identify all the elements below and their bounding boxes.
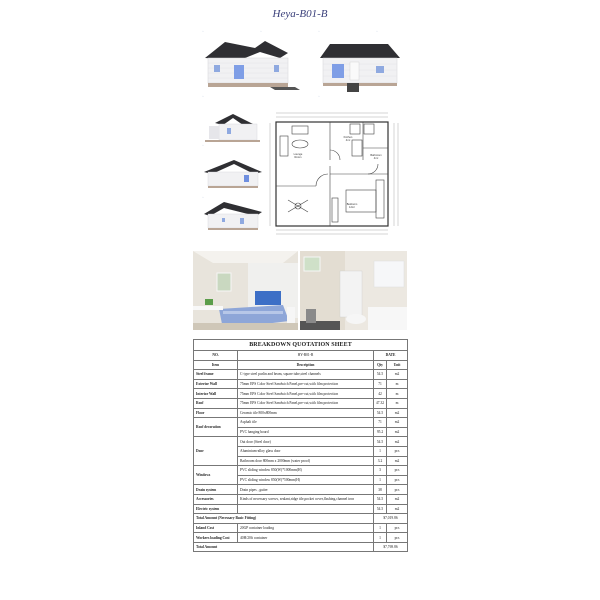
table-row: Accessories Kinds of necessary screws, sealant,ridge tile,pocket cover,flashing,channel iron 54.5 m2 (194, 494, 408, 504)
table-row: Workers loading Cost 40H/20ft container 1 pcs (194, 533, 408, 543)
watermark: ◦ (260, 30, 262, 35)
room-label-lounge: Lounge (293, 153, 303, 156)
table-row: Interior Wall 75mm EPS Color Steel Sandwich Panel,pre-cut,with film protection 42 m (194, 389, 408, 399)
house-rear-view-image (205, 113, 265, 145)
svg-text:4m²: 4m² (373, 157, 379, 160)
header-qty: Qty (374, 360, 387, 370)
house-front-view-image (318, 38, 403, 93)
svg-text:4m²: 4m² (345, 139, 351, 142)
room-label-bathroom: Bathroom (370, 154, 382, 157)
room-label-kitchen: Kitchen (343, 136, 353, 139)
house-corner-view-image (202, 200, 267, 232)
watermark: ◦ (202, 30, 204, 35)
watermark: ◦ (202, 95, 204, 100)
table-row: Bathroom door 800mm x 2000mm (water proof) 3.2 m2 (194, 456, 408, 466)
table-row: Windows PVC sliding window 850(W)*1000mm(H) 3 pcs (194, 466, 408, 476)
house-front-left-view-image (200, 38, 300, 93)
table-row: Roof 75mm EPS Color Steel Sandwich Panel,pre-cut,with film protection 47.32 m (194, 398, 408, 408)
table-row: Steel frame C-type steel purlin and beam, square tube,steel channels 54.5 m2 (194, 370, 408, 380)
floor-plan-image (268, 108, 400, 238)
bedroom-photo (193, 251, 298, 330)
table-row: Roof decoration Asphalt tile 71 m2 (194, 418, 408, 428)
header-unit: Unit (387, 360, 408, 370)
bathroom-photo (300, 251, 407, 330)
no-value: HY-B01-B (238, 351, 374, 361)
table-row: Exterior Wall 75mm EPS Color Steel Sandwich Panel,pre-cut,with film protection 71 m (194, 379, 408, 389)
total-row (194, 542, 408, 552)
header-description: Description (238, 360, 374, 370)
table-row: Floor Ceramic tile 800x800mm 54.5 m2 (194, 408, 408, 418)
quotation-title: BREAKDOWN QUOTATION SHEET (194, 340, 408, 351)
no-label: NO. (194, 351, 238, 361)
table-row: PVC hanging board 95.2 m2 (194, 427, 408, 437)
room-label-bedroom: Bedroom (346, 203, 358, 206)
watermark: ◦ (318, 30, 320, 35)
product-sheet (190, 0, 410, 600)
watermark: ◦ (202, 196, 204, 201)
watermark: ◦ (202, 144, 204, 149)
table-row: Inland Cost 20GP container loading 1 pcs (194, 523, 408, 533)
date-label: DATE (374, 351, 408, 361)
table-row: Door Out door (Steel door) 54.5 m2 (194, 437, 408, 447)
total-value: $7,769.86 (374, 542, 408, 552)
page-title: Heya-B01-B (272, 8, 328, 20)
table-row: PVC sliding window 850(W)*500mm(H) 1 pcs (194, 475, 408, 485)
svg-text:Room: Room (294, 156, 302, 159)
header-item: Item (194, 360, 238, 370)
table-row: Aluminium-alloy glass door 1 pcs (194, 446, 408, 456)
table-row: Drain system Drain pipes , gutter 38 pcs (194, 485, 408, 495)
watermark: ◦ (376, 30, 378, 35)
subtotal-row (194, 514, 408, 524)
subtotal-value: $7,019.86 (374, 514, 408, 524)
table-row: Electric system 54.5 m2 (194, 504, 408, 514)
house-side-view-image (202, 158, 267, 190)
subtotal-label: Total Amount (Necessary Basic Fitting) (194, 514, 374, 524)
quotation-table (193, 339, 408, 552)
svg-text:12m²: 12m² (349, 206, 355, 209)
total-label: Total Amount (194, 542, 374, 552)
watermark: ◦ (318, 95, 320, 100)
